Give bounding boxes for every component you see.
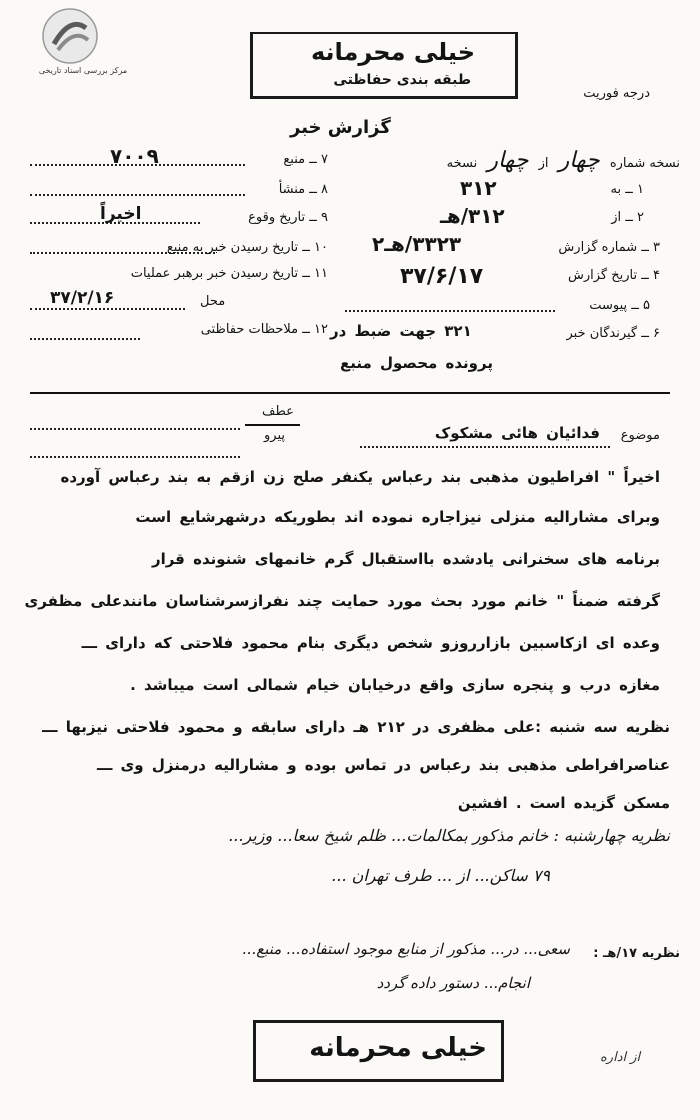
archive-logo — [40, 6, 100, 66]
body-line-7: نظریه سه شنبه :علی مظفری در ۲۱۲ هـ دارای سابقه و محمود فلاحتی نیزبها ـــ — [42, 718, 670, 736]
classification-stamp — [250, 32, 518, 99]
field-report-number-label: ۳ ــ شماره گزارش — [558, 240, 660, 255]
origin-dotline — [30, 194, 245, 196]
priority-label: درجه فوریت — [583, 86, 650, 101]
field-to-label: ۱ ــ به — [610, 182, 644, 197]
field-from-value: ۳۱۲/هـ — [440, 204, 505, 228]
field-arrival-source-label: ۱۰ ــ تاریخ رسیدن خبر به منبع — [166, 240, 328, 255]
body-line-9: مسکن گزیده است . افشین — [457, 794, 670, 812]
bottom-stamp-text: خیلی محرمانه — [309, 1033, 487, 1063]
body-line-2: وبرای مشارالیه منزلی نیزاجاره نموده اند بطوریکه درشهرشایع است — [135, 508, 660, 526]
field-source-label: ۷ ــ منبع — [283, 152, 328, 167]
field-copy-number-end: نسخه — [446, 156, 478, 171]
field-occurrence-date-label: ۹ ــ تاریخ وقوع — [248, 210, 328, 225]
field-arrival-ops-value: ۳۷/۲/۱۶ — [50, 288, 115, 308]
copy-total-value: چهار — [487, 148, 529, 173]
header-separator — [30, 392, 670, 394]
field-report-date-label: ۴ ــ تاریخ گزارش — [568, 268, 660, 283]
field-report-date-value: ۳۷/۶/۱۷ — [400, 264, 484, 289]
field-copy-number — [447, 148, 680, 173]
classification-stamp-subtext: طبقه بندی حفاظتی — [333, 72, 471, 88]
field-recipients-value-2: پرونده محصول منبع — [340, 354, 493, 372]
reference-dotline-1 — [30, 428, 240, 430]
footer-note: از اداره — [600, 1050, 641, 1065]
arrival-ops-dotline — [30, 308, 185, 310]
arrival-source-dotline — [30, 252, 215, 254]
body-line-5: وعده ای ازکاسبین بازارروزو شخص دیگری بنام محمود فلاحتی که دارای ـــ — [81, 634, 660, 652]
field-security-notes-label: ۱۲ ــ ملاحظات حفاظتی — [200, 322, 328, 337]
attachment-dotline — [345, 310, 555, 312]
occurrence-dotline — [30, 222, 200, 224]
field-copy-number-label: نسخه شماره — [609, 156, 680, 171]
field-occurrence-date-value: اخیراً — [100, 204, 142, 224]
body-line-8: عناصرافراطی مذهبی بند رعباس در تماس بوده و مشارالیه درمنزل وی ـــ — [96, 756, 670, 774]
handwritten-note-2-line-1: سعی... در... مذکور از منابع موجود استفاده... منبع... — [241, 940, 570, 958]
followup-label: پیرو — [264, 428, 285, 443]
field-attachment-label: ۵ ــ پیوست — [589, 298, 650, 313]
copy-number-value: چهار — [558, 148, 600, 173]
field-recipients-value: ۳۲۱ جهت ضبط در — [330, 322, 472, 340]
handwritten-note-2-line-2: انجام... دستور داده گردد — [376, 974, 530, 992]
body-line-3: برنامه های سخنرانی یادشده بااستقبال گرم خانمهای شنونده قرار — [151, 550, 660, 568]
field-arrival-ops-label: ۱۱ ــ تاریخ رسیدن خبر برهبر عملیات — [130, 266, 328, 281]
field-source-value: ۷۰۰۹ — [110, 144, 159, 168]
reference-dotline-2 — [30, 456, 240, 458]
handwritten-note-2-label: نظریه ۱۷/هـ : — [593, 946, 680, 961]
subject-label: موضوع — [620, 428, 660, 443]
handwritten-note-1-line-2: ۷۹ ساکن... از ... طرف تهران ... — [331, 866, 550, 885]
subject-dotline — [360, 446, 610, 448]
field-location-label: محل — [200, 294, 226, 309]
body-line-4: گرفته ضمناً " خانم مورد بحث مورد حمایت چند نفرازسرشناسان مانندعلی مظفری — [24, 592, 660, 610]
archive-name: مرکز بررسی اسناد تاریخی — [38, 66, 128, 75]
handwritten-note-1-line-1: نظریه چهارشنبه : خانم مذکور بمکالمات... ظلم شیخ سعا... وزیر... — [228, 826, 670, 845]
reference-label: عطف — [262, 404, 294, 419]
subject-value: فدائیان هائی مشکوک — [434, 424, 600, 442]
field-recipients-label: ۶ ــ گیرندگان خبر — [566, 326, 660, 341]
logo-emblem-icon — [40, 6, 100, 66]
bottom-classification-stamp — [253, 1020, 504, 1082]
field-from-label: ۲ ــ از — [611, 210, 644, 225]
classification-stamp-text: خیلی محرمانه — [310, 38, 475, 66]
field-report-number-value: ۳۳۲۳/هـ۲ — [372, 232, 462, 256]
report-title: گزارش خبر — [290, 117, 391, 138]
security-notes-dotline — [30, 338, 140, 340]
reference-divider — [245, 424, 300, 426]
field-copy-number-mid: از — [538, 156, 549, 171]
body-line-1: اخیراً " افراطیون مذهبی بند رعباس یکنفر صلح زن ازقم به بند رعباس آورده — [60, 468, 660, 486]
body-line-6: مغازه درب و پنجره سازی واقع درخیابان خیام شمالی است میباشد . — [130, 676, 660, 694]
field-to-value: ۳۱۲ — [460, 176, 497, 200]
field-origin-label: ۸ ــ منشأ — [278, 182, 328, 197]
